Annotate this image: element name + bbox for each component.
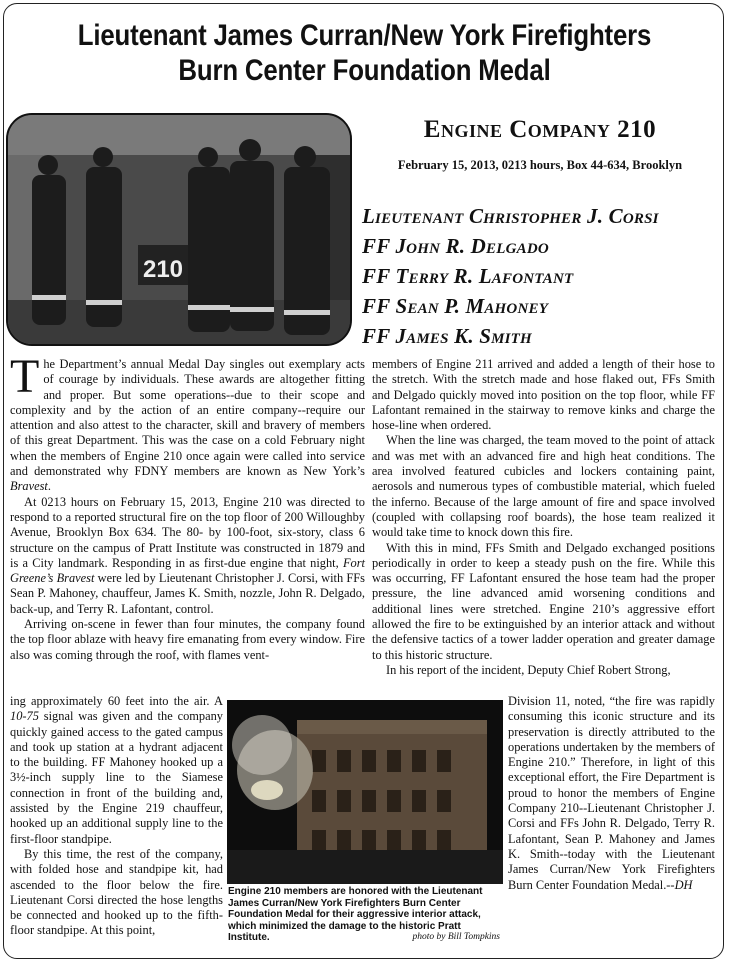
article-paragraph: members of Engine 211 arrived and added a length of their hose to the stretch. With the stretch made and hose flaked out, FFs Smith and Delgado quickly moved into position on the top floor, while FF Lafontant remained in the stairway to remove kinks and charge the hose-line when ordered. — [372, 357, 715, 433]
article-paragraph: When the line was charged, the team moved to the point of attack and was met with an advanced fire and high heat conditions. The area involved featured cubicles and lockers containing paint, aerosols and numerous types of combustible material, which fueled the inferno. Because of the large amount of fire and space involved (coupled with collapsing roof boards), the hose team realized it would take time to knock down this fire. — [372, 433, 715, 540]
drop-cap: T — [10, 350, 40, 403]
article-paragraph: By this time, the rest of the company, with folded hose and standpipe kit, had ascended to the floor below the fire. Lieutenant Corsi directed the hose lengths be connected and hooked up to the fifth-floor standpipe. At this point, — [10, 846, 223, 938]
article-column-left — [10, 350, 366, 663]
honoree-name: Lieutenant Christopher J. Corsi — [362, 204, 659, 228]
honoree-name: FF John R. Delgado — [362, 234, 549, 258]
article-paragraph: The Department’s annual Medal Day singles out exemplary acts of courage by individuals. These awards are altogether fitting and proper. But some operations--due to their scope and complexity and by the action of an entire company--require our attention and also attest to the character, skill and bravery of members of this great Department. This was the case on a cold February night when the members of Engine 210 once again were called into service and demonstrated why FDNY members are known as New York’s Bravest. — [10, 350, 365, 494]
honoree-name: FF Terry R. Lafontant — [362, 264, 574, 288]
article-column-right-narrow — [508, 694, 715, 893]
unit-group-photo — [6, 113, 352, 346]
article-paragraph: Arriving on-scene in fewer than four minutes, the company found the top floor ablaze with heavy fire emanating from every window. Fire also was coming through the roof, with flames vent- — [10, 617, 365, 662]
unit-group-photo-image — [8, 115, 352, 346]
article-paragraph: In his report of the incident, Deputy Chief Robert Strong, — [386, 662, 671, 677]
fire-scene-photo-image — [227, 700, 503, 884]
article-column-left-narrow — [10, 694, 223, 939]
fire-scene-photo — [227, 700, 503, 884]
engine-number-sign: 210 — [142, 256, 184, 283]
medal-title — [60, 18, 670, 88]
honoree-name: FF James K. Smith — [362, 324, 532, 348]
unit-name: Engine Company 210 — [423, 116, 657, 143]
honoree-list — [362, 201, 722, 351]
honoree-name: FF Sean P. Mahoney — [362, 294, 549, 318]
photo-caption: Engine 210 members are honored with the Lieutenant James Curran/New York Firefighters Burn Center Foundation Medal for their aggressive interior attack, which minimized the damage to the historic Pratt Institute. — [228, 886, 483, 944]
article-paragraph: At 0213 hours on February 15, 2013, Engine 210 was directed to respond to a reported structural fire on the top floor of 200 Willoughby Avenue, Brooklyn Box 634. The 80- by 100-foot, six-story, class 6 structure on the campus of Pratt Institute was constructed in 1879 and is a City landmark. Responding in as first-due engine that night, Fort Greene’s Bravest were led by Lieutenant Christopher J. Corsi, with FFs Sean P. Mahoney, chauffeur, James K. Smith, nozzle, John R. Delgado, back-up, and Terry R. Lafontant, control. — [10, 494, 366, 616]
photo-credit: photo by Bill Tompkins — [412, 932, 500, 942]
medal-title-line-1: Lieutenant James Curran/New York Firefighters — [77, 19, 652, 52]
incident-details: February 15, 2013, 0213 hours, Box 44-634, Brooklyn — [397, 158, 683, 172]
article-paragraph: Division 11, noted, “the fire was rapidly consuming this iconic structure and its preservation is directly attributed to the operations undertaken by the members of Engine 210.” Therefore, in light of this exceptional effort, the Fire Department is proud to honor the members of Engine Company 210--Lieutenant Christopher J. Corsi and FFs John R. Delgado, Terry R. Lafontant, Sean P. Mahoney and James K. Smith--today with the Lieutenant James Curran/New York Firefighters Burn Center Foundation Medal.--DH — [508, 694, 715, 892]
medal-title-line-2: Burn Center Foundation Medal — [178, 54, 551, 87]
article-paragraph: With this in mind, FFs Smith and Delgado exchanged positions periodically in order to keep a steady push on the fire. While this was occurring, FF Lafontant ensured the hose team had the proper pressure, the line advanced amid worsening conditions and additional lines were stretched. Engine 210’s aggressive effort allowed the fire to be extinguished by an interior attack and without the defensive tactics of a tower ladder operation and greater damage to this historic structure. — [372, 540, 715, 662]
author-initials: DH — [674, 877, 693, 892]
article-column-right — [372, 357, 715, 678]
article-paragraph: ing approximately 60 feet into the air. A 10-75 signal was given and the company quickly gained access to the gated campus and took up station at a hydrant adjacent to the building. FF Mahoney hooked up a 3½-inch supply line to the Siamese connection in front of the building and, assisted by the Engine 219 chauffeur, hooked up an additional supply line to the first-floor standpipe. — [10, 694, 223, 846]
